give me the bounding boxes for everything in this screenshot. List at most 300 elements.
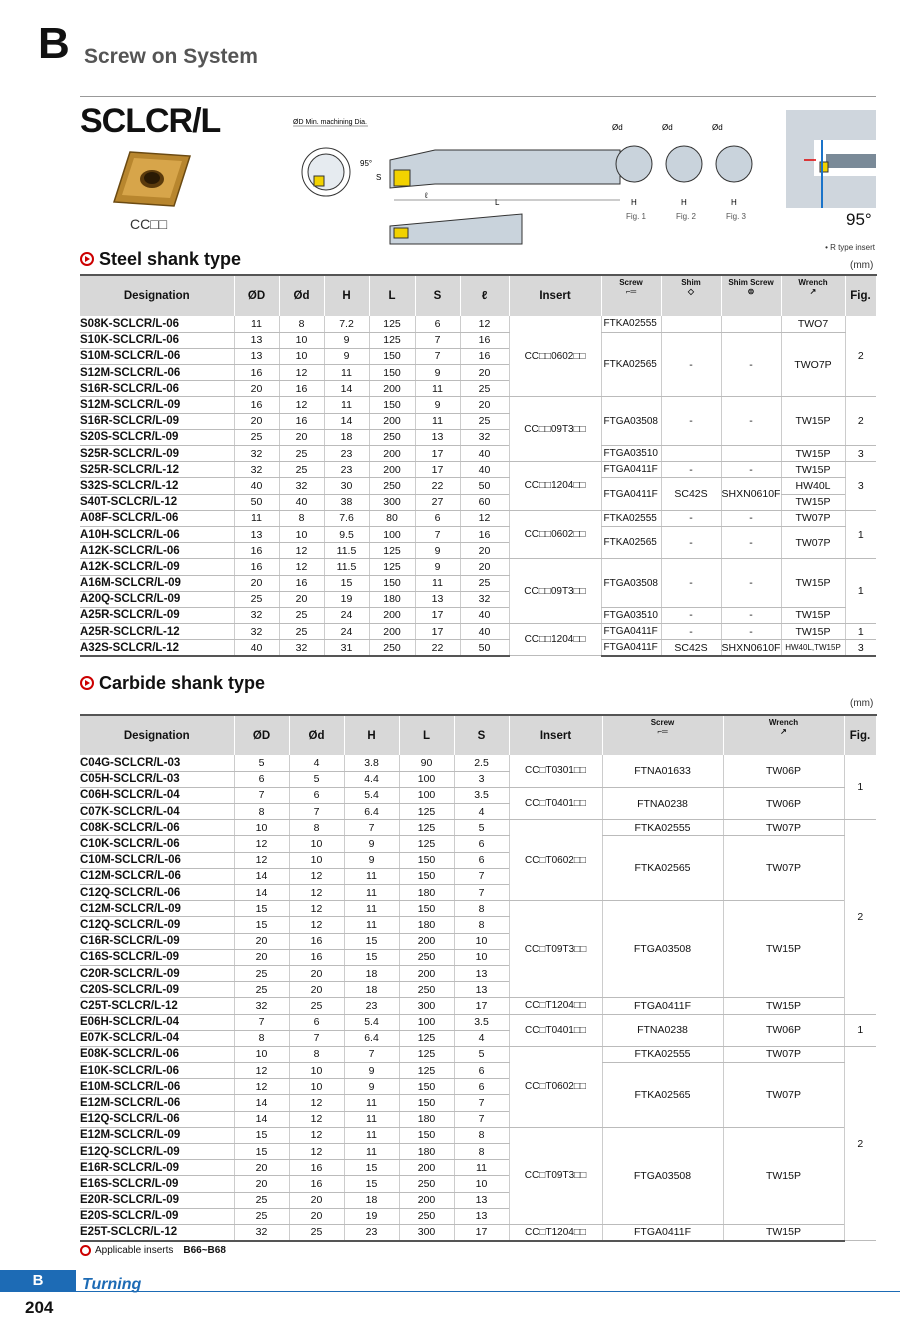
table-cell: 9: [324, 332, 369, 348]
table-cell: 16: [289, 1160, 344, 1176]
table-cell: 25: [234, 429, 279, 445]
fig-cell: 1: [844, 755, 876, 820]
table-cell: 11.5: [324, 559, 369, 575]
table-cell: 9: [415, 397, 460, 413]
table-cell: 20: [234, 933, 289, 949]
table-cell: 10: [234, 1046, 289, 1062]
insert-cell: CC□T09T3□□: [509, 901, 602, 998]
insert-cell: CC□□09T3□□: [509, 559, 601, 624]
designation-cell: C08K-SCLCR/L-06: [80, 820, 234, 836]
table-row: [80, 446, 876, 462]
table-cell: 14: [324, 381, 369, 397]
table-cell: 250: [399, 1208, 454, 1224]
table-cell: 2.5: [454, 755, 509, 771]
table-cell: TW07P: [723, 1063, 844, 1128]
table-cell: 25: [289, 1224, 344, 1240]
table-cell: 16: [234, 559, 279, 575]
insert-cell: CC□T1204□□: [509, 998, 602, 1014]
table-cell: SC42S: [661, 478, 721, 510]
table-cell: 16: [289, 949, 344, 965]
table-cell: 7: [344, 1046, 399, 1062]
designation-cell: A32S-SCLCR/L-12: [80, 640, 234, 656]
table-cell: 200: [399, 1160, 454, 1176]
table-cell: 4: [454, 1030, 509, 1046]
table-cell: 25: [460, 381, 509, 397]
table-cell: 17: [415, 607, 460, 623]
table-cell: 25: [234, 982, 289, 998]
table-cell: 8: [454, 1127, 509, 1143]
insert-cell: CC□□09T3□□: [509, 397, 601, 462]
table-cell: 25: [279, 624, 324, 640]
table-cell: TW06P: [723, 1014, 844, 1046]
table-cell: 7: [454, 868, 509, 884]
table-cell: 25: [234, 1208, 289, 1224]
table-cell: 10: [279, 348, 324, 364]
table-cell: 180: [399, 1144, 454, 1160]
svg-text:H: H: [631, 198, 637, 207]
table-cell: 20: [460, 397, 509, 413]
table-cell: 5: [234, 755, 289, 771]
table-cell: 32: [234, 1224, 289, 1240]
table-cell: 20: [234, 1160, 289, 1176]
table-cell: 24: [324, 607, 369, 623]
designation-cell: E20R-SCLCR/L-09: [80, 1192, 234, 1208]
designation-cell: S16R-SCLCR/L-06: [80, 381, 234, 397]
fig-cell: 3: [845, 446, 876, 462]
table-cell: 150: [399, 852, 454, 868]
table-cell: FTGA0411F: [602, 1224, 723, 1240]
table-cell: 150: [399, 868, 454, 884]
table-cell: 13: [234, 348, 279, 364]
table-cell: 32: [234, 998, 289, 1014]
table-cell: 11: [344, 1127, 399, 1143]
table-cell: FTGA03508: [601, 559, 661, 608]
table-cell: 9: [344, 1063, 399, 1079]
table-cell: FTKA02555: [602, 1046, 723, 1062]
table-cell: TW15P: [723, 1224, 844, 1240]
table-cell: 8: [279, 316, 324, 332]
wrench-icon: ↗: [780, 727, 787, 736]
table-cell: 150: [369, 575, 415, 591]
table-cell: 7: [289, 1030, 344, 1046]
table-cell: 32: [234, 446, 279, 462]
table-cell: 10: [454, 1176, 509, 1192]
table-cell: 40: [460, 624, 509, 640]
table-cell: TW07P: [723, 836, 844, 901]
table-cell: 250: [369, 478, 415, 494]
table-cell: FTKA02555: [601, 510, 661, 526]
designation-cell: E12M-SCLCR/L-09: [80, 1127, 234, 1143]
table-cell: 23: [324, 446, 369, 462]
table-cell: TW06P: [723, 755, 844, 787]
table-row: [80, 316, 876, 332]
table-cell: 27: [415, 494, 460, 510]
svg-text:Ød: Ød: [712, 123, 723, 132]
shim-icon: ◇: [687, 287, 695, 296]
table-cell: 32: [234, 607, 279, 623]
table-cell: 19: [344, 1208, 399, 1224]
table-cell: 250: [399, 982, 454, 998]
table-cell: SHXN0610F: [721, 478, 781, 510]
table-cell: 10: [454, 933, 509, 949]
fig-cell: 1: [845, 624, 876, 640]
table-cell: 180: [399, 1111, 454, 1127]
arrow-circle-icon: [80, 676, 94, 690]
table-cell: 12: [460, 510, 509, 526]
table-cell: 80: [369, 510, 415, 526]
table-cell: 125: [369, 332, 415, 348]
designation-cell: C04G-SCLCR/L-03: [80, 755, 234, 771]
table-cell: 6.4: [344, 804, 399, 820]
table-cell: 20: [279, 591, 324, 607]
table-cell: 200: [399, 933, 454, 949]
table-cell: 13: [415, 591, 460, 607]
table-cell: 23: [324, 462, 369, 478]
table-cell: HW40L,TW15P: [781, 640, 845, 656]
fig-cell: 1: [845, 559, 876, 624]
designation-cell: C12M-SCLCR/L-06: [80, 868, 234, 884]
angle-label: 95°: [360, 159, 373, 168]
arrow-circle-icon: [80, 252, 94, 266]
table-cell: 300: [399, 1224, 454, 1240]
chapter-title: Screw on System: [84, 45, 258, 68]
table-cell: 11: [415, 381, 460, 397]
table-cell: 20: [460, 559, 509, 575]
machining-diagram: [786, 110, 876, 208]
table-cell: 40: [234, 640, 279, 656]
table-cell: 6: [415, 510, 460, 526]
table-cell: 300: [399, 998, 454, 1014]
designation-cell: E16S-SCLCR/L-09: [80, 1176, 234, 1192]
table-cell: 6: [415, 316, 460, 332]
table-cell: TWO7P: [781, 332, 845, 397]
table-cell: 3.8: [344, 755, 399, 771]
table-cell: 8: [454, 1144, 509, 1160]
table-cell: FTNA01633: [602, 755, 723, 787]
shim-screw-icon: ⊜: [747, 287, 755, 296]
table-cell: 17: [454, 998, 509, 1014]
svg-text:H: H: [681, 198, 687, 207]
table-cell: -: [661, 510, 721, 526]
designation-cell: E16R-SCLCR/L-09: [80, 1160, 234, 1176]
table-cell: 3.5: [454, 1014, 509, 1030]
table-cell: 50: [460, 640, 509, 656]
table-cell: 32: [460, 429, 509, 445]
table-row: [80, 901, 876, 917]
table-cell: 13: [415, 429, 460, 445]
table-cell: -: [661, 624, 721, 640]
table-cell: 8: [234, 1030, 289, 1046]
table-cell: 12: [279, 543, 324, 559]
header-divider: [80, 96, 876, 97]
table-cell: 125: [399, 836, 454, 852]
table-cell: [721, 316, 781, 332]
screw-icon: ⌐═: [625, 287, 637, 296]
table-row: [80, 526, 876, 542]
table-cell: 10: [234, 820, 289, 836]
table-cell: 7: [289, 804, 344, 820]
table-cell: -: [721, 559, 781, 608]
table-cell: 23: [344, 998, 399, 1014]
table-cell: 200: [369, 446, 415, 462]
table-cell: TW15P: [781, 397, 845, 446]
table-cell: 11: [344, 1095, 399, 1111]
table-cell: 25: [289, 998, 344, 1014]
table-cell: 20: [234, 381, 279, 397]
table-cell: 16: [234, 365, 279, 381]
table-cell: 32: [279, 478, 324, 494]
table-cell: 11: [344, 917, 399, 933]
table-cell: 25: [234, 965, 289, 981]
table-row: [80, 559, 876, 575]
designation-cell: S08K-SCLCR/L-06: [80, 316, 234, 332]
designation-cell: A12K-SCLCR/L-09: [80, 559, 234, 575]
designation-cell: C05H-SCLCR/L-03: [80, 771, 234, 787]
table-row: [80, 510, 876, 526]
table-cell: 125: [399, 820, 454, 836]
table-cell: 14: [234, 885, 289, 901]
table-cell: 31: [324, 640, 369, 656]
table-cell: 9: [344, 836, 399, 852]
table-cell: -: [721, 624, 781, 640]
table-cell: 12: [234, 1063, 289, 1079]
table-cell: 100: [369, 526, 415, 542]
table-cell: TW15P: [723, 901, 844, 998]
table-cell: -: [721, 510, 781, 526]
chapter-letter: B: [38, 19, 70, 68]
designation-cell: C16R-SCLCR/L-09: [80, 933, 234, 949]
table-cell: 23: [344, 1224, 399, 1240]
table-cell: 12: [234, 1079, 289, 1095]
table-cell: 3: [454, 771, 509, 787]
fig-cell: 2: [844, 1046, 876, 1240]
table-cell: 20: [289, 982, 344, 998]
table-cell: 8: [279, 510, 324, 526]
insert-cell: CC□T0602□□: [509, 820, 602, 901]
table-cell: 7: [415, 526, 460, 542]
section-fig3: [712, 123, 752, 221]
fig-cell: 3: [845, 462, 876, 511]
model-title: SCLCR/L: [80, 102, 221, 140]
table-cell: 25: [460, 413, 509, 429]
table-cell: 12: [234, 836, 289, 852]
table-row: [80, 1063, 876, 1079]
table-cell: 4: [454, 804, 509, 820]
table-row: [80, 1127, 876, 1143]
footer-line: [76, 1291, 900, 1292]
designation-cell: C10K-SCLCR/L-06: [80, 836, 234, 852]
table-cell: FTKA02565: [602, 836, 723, 901]
insert-cell: CC□T09T3□□: [509, 1127, 602, 1224]
fig-cell: 2: [844, 820, 876, 1014]
designation-cell: E20S-SCLCR/L-09: [80, 1208, 234, 1224]
table-cell: 125: [399, 1063, 454, 1079]
table-cell: 13: [454, 982, 509, 998]
approach-angle: 95°: [846, 210, 872, 229]
table-cell: 7: [344, 820, 399, 836]
designation-cell: A20Q-SCLCR/L-09: [80, 591, 234, 607]
table-cell: 5: [454, 1046, 509, 1062]
table-cell: FTGA0411F: [601, 462, 661, 478]
table-cell: TW15P: [723, 1127, 844, 1224]
table-cell: -: [661, 607, 721, 623]
table-cell: 15: [344, 1176, 399, 1192]
table-row: [80, 1224, 876, 1240]
table-row: [80, 332, 876, 348]
table-cell: -: [661, 462, 721, 478]
table-cell: 250: [369, 429, 415, 445]
designation-cell: S40T-SCLCR/L-12: [80, 494, 234, 510]
table-cell: 11: [344, 868, 399, 884]
table-row: [80, 478, 876, 494]
table-cell: 9: [415, 559, 460, 575]
table-cell: 17: [415, 462, 460, 478]
table-cell: 25: [460, 575, 509, 591]
table-cell: 150: [399, 901, 454, 917]
table-cell: 125: [399, 1046, 454, 1062]
designation-cell: E25T-SCLCR/L-12: [80, 1224, 234, 1240]
table-cell: [661, 446, 721, 462]
table-cell: 11: [234, 510, 279, 526]
table-cell: -: [661, 559, 721, 608]
l-small-label: ℓ: [425, 191, 428, 200]
table-cell: 11: [344, 885, 399, 901]
col-designation: Designation: [80, 275, 234, 316]
table-cell: 11: [415, 575, 460, 591]
table-cell: FTGA03510: [601, 607, 661, 623]
table-cell: 50: [234, 494, 279, 510]
table-cell: 6: [454, 1063, 509, 1079]
table-cell: 7: [454, 885, 509, 901]
designation-cell: S10K-SCLCR/L-06: [80, 332, 234, 348]
table-cell: -: [721, 332, 781, 397]
fig-cell: 3: [845, 640, 876, 656]
designation-cell: E12Q-SCLCR/L-09: [80, 1144, 234, 1160]
designation-cell: A10H-SCLCR/L-06: [80, 526, 234, 542]
designation-cell: A25R-SCLCR/L-12: [80, 624, 234, 640]
insert-cell: CC□□1204□□: [509, 624, 601, 656]
table-cell: FTGA0411F: [601, 624, 661, 640]
table-cell: -: [661, 526, 721, 558]
table-cell: 9.5: [324, 526, 369, 542]
table-row: [80, 755, 876, 771]
table-cell: 6: [234, 771, 289, 787]
designation-cell: S25R-SCLCR/L-09: [80, 446, 234, 462]
table-cell: 25: [234, 1192, 289, 1208]
table-cell: 20: [234, 413, 279, 429]
table-cell: 150: [369, 348, 415, 364]
table-cell: 15: [234, 1144, 289, 1160]
table-cell: TW15P: [781, 559, 845, 608]
table-cell: 8: [289, 820, 344, 836]
table-cell: 125: [369, 559, 415, 575]
fig-cell: 1: [844, 1014, 876, 1046]
table-cell: FTKA02565: [602, 1063, 723, 1128]
table-cell: FTGA0411F: [602, 998, 723, 1014]
table-cell: -: [721, 607, 781, 623]
designation-cell: A16M-SCLCR/L-09: [80, 575, 234, 591]
table-cell: 12: [289, 868, 344, 884]
table-cell: 16: [460, 526, 509, 542]
table-cell: FTKA02565: [601, 526, 661, 558]
table-cell: FTGA0411F: [601, 478, 661, 510]
table-cell: 7: [415, 332, 460, 348]
table-cell: TW15P: [723, 998, 844, 1014]
table-cell: 5: [454, 820, 509, 836]
designation-cell: S12M-SCLCR/L-06: [80, 365, 234, 381]
table-row: [80, 397, 876, 413]
table-cell: 16: [279, 413, 324, 429]
table-cell: 40: [460, 607, 509, 623]
table-cell: 125: [369, 543, 415, 559]
table-cell: 5: [289, 771, 344, 787]
table-cell: 16: [460, 332, 509, 348]
table-cell: 25: [234, 591, 279, 607]
table-cell: TW06P: [723, 787, 844, 819]
table-cell: 32: [279, 640, 324, 656]
table-row: [80, 998, 876, 1014]
fig-cell: 2: [845, 316, 876, 397]
table-cell: 250: [369, 640, 415, 656]
designation-cell: E10M-SCLCR/L-06: [80, 1079, 234, 1095]
table-row: [80, 462, 876, 478]
page-number: 204: [25, 1298, 54, 1317]
table-cell: 250: [399, 949, 454, 965]
section-fig1: [612, 123, 652, 221]
designation-cell: E12M-SCLCR/L-06: [80, 1095, 234, 1111]
table-cell: 24: [324, 624, 369, 640]
table-cell: -: [661, 397, 721, 446]
table-cell: 17: [415, 446, 460, 462]
insert-cell: CC□T1204□□: [509, 1224, 602, 1240]
table-cell: 12: [289, 1127, 344, 1143]
insert-image: [112, 148, 192, 210]
table-cell: 17: [415, 624, 460, 640]
table-cell: 12: [289, 1111, 344, 1127]
table-cell: 10: [289, 836, 344, 852]
svg-text:Fig. 1: Fig. 1: [626, 212, 647, 221]
arrow-circle-icon: [80, 1245, 91, 1256]
table-cell: 12: [234, 852, 289, 868]
table-cell: 16: [234, 397, 279, 413]
table-cell: 20: [289, 1208, 344, 1224]
table-cell: 7: [234, 787, 289, 803]
table-cell: 40: [279, 494, 324, 510]
carbide-shank-table: Designation ØD Ød H L S Insert Screw ⌐═ Wrench ↗ Fig. C04G-SCLCR/L-03 5 4 3.8 90 2.5 CC□T0301□□ FTNA01633 TW06P 1 C05H-SCLCR/L-03 6 5 4.4 100 3 C06H-SCLCR/L-04 7 6 5.4 100 3.5 CC□T0401□□ FTNA0238 TW06P C07K-SCLCR/L-04 8 7 6.4 125 4 C08K-SCLCR/L-06 10 8 7 125 5 CC□T0602□□ FTKA02555 TW07P 2 C10K-SCLCR/L-06 12 10 9 125 6 FTKA02565 TW07P C10M-SCLCR/L-06 12 10 9 150 6 C12M-SCLCR/L-06 14 12 11 150 7 C12Q-SCLCR/L-06 14 12 11 180 7 C12M-SCLCR/L-09 15 12 11 150 8 CC□T09T3□□ FTGA03508 TW15P C12Q-SCLCR/L-09 15 12 11 180 8 C16R-SCLCR/L-09 20 16 15 200 10 C16S-SCLCR/L-09 20 16 15 250 10 C20R-SCLCR/L-09 25 20 18 200 13 C20S-SCLCR/L-09 25 20 18 250 13 C25T-SCLCR/L-12 32 25 23 300 17 CC□T1204□□ FTGA0411F TW15P E06H-SCLCR/L-04 7 6 5.4 100 3.5 CC□T0401□□ FTNA0238 TW06P 1 E07K-SCLCR/L-04 8 7 6.4 125 4 E08K-SCLCR/L-06 10 8 7 125 5 CC□T0602□□ FTKA02555 TW07P 2 E10K-SCLCR/L-06 12 10 9 125 6 FTKA02565 TW07P E10M-SCLCR/L-06 12 10 9 150 6 E12M-SCLCR/L-06 14 12 11 150 7 E12Q-SCLCR/L-06 14 12 11 180 7 E12M-SCLCR/L-09 15 12 11 150 8 CC□T09T3□□ FTGA03508 TW15P E12Q-SCLCR/L-09 15 12 11 180 8 E16R-SCLCR/L-09 20 16 15 200 11 E16S-SCLCR/L-09 20 16 15 250 10 E20R-SCLCR/L-09 25 20 18 200 13 E20S-SCLCR/L-09 25 20 19 250 13 E25T-SCLCR/L-12 32 25 23 300 17 CC□T1204□□ FTGA0411F TW15P: [80, 714, 877, 1242]
table-cell: 12: [460, 316, 509, 332]
table-cell: 180: [399, 917, 454, 933]
table-cell: 15: [234, 901, 289, 917]
table-cell: 10: [289, 1079, 344, 1095]
designation-cell: E10K-SCLCR/L-06: [80, 1063, 234, 1079]
table-cell: 18: [344, 1192, 399, 1208]
table-cell: 6: [289, 787, 344, 803]
designation-cell: C16S-SCLCR/L-09: [80, 949, 234, 965]
insert-cell: CC□□1204□□: [509, 462, 601, 511]
table-cell: 12: [289, 901, 344, 917]
applicable-inserts[interactable]: Applicable inserts B66~B68: [80, 1245, 226, 1256]
table-cell: HW40L: [781, 478, 845, 494]
table-row: [80, 787, 876, 803]
designation-cell: A25R-SCLCR/L-09: [80, 607, 234, 623]
min-dia-label: ØD Min. machining Dia.: [293, 119, 367, 126]
table-cell: 7: [454, 1095, 509, 1111]
unit-note: (mm): [850, 260, 874, 271]
table-cell: 14: [234, 1111, 289, 1127]
table-cell: 16: [279, 575, 324, 591]
designation-cell: C06H-SCLCR/L-04: [80, 787, 234, 803]
designation-cell: C12Q-SCLCR/L-09: [80, 917, 234, 933]
